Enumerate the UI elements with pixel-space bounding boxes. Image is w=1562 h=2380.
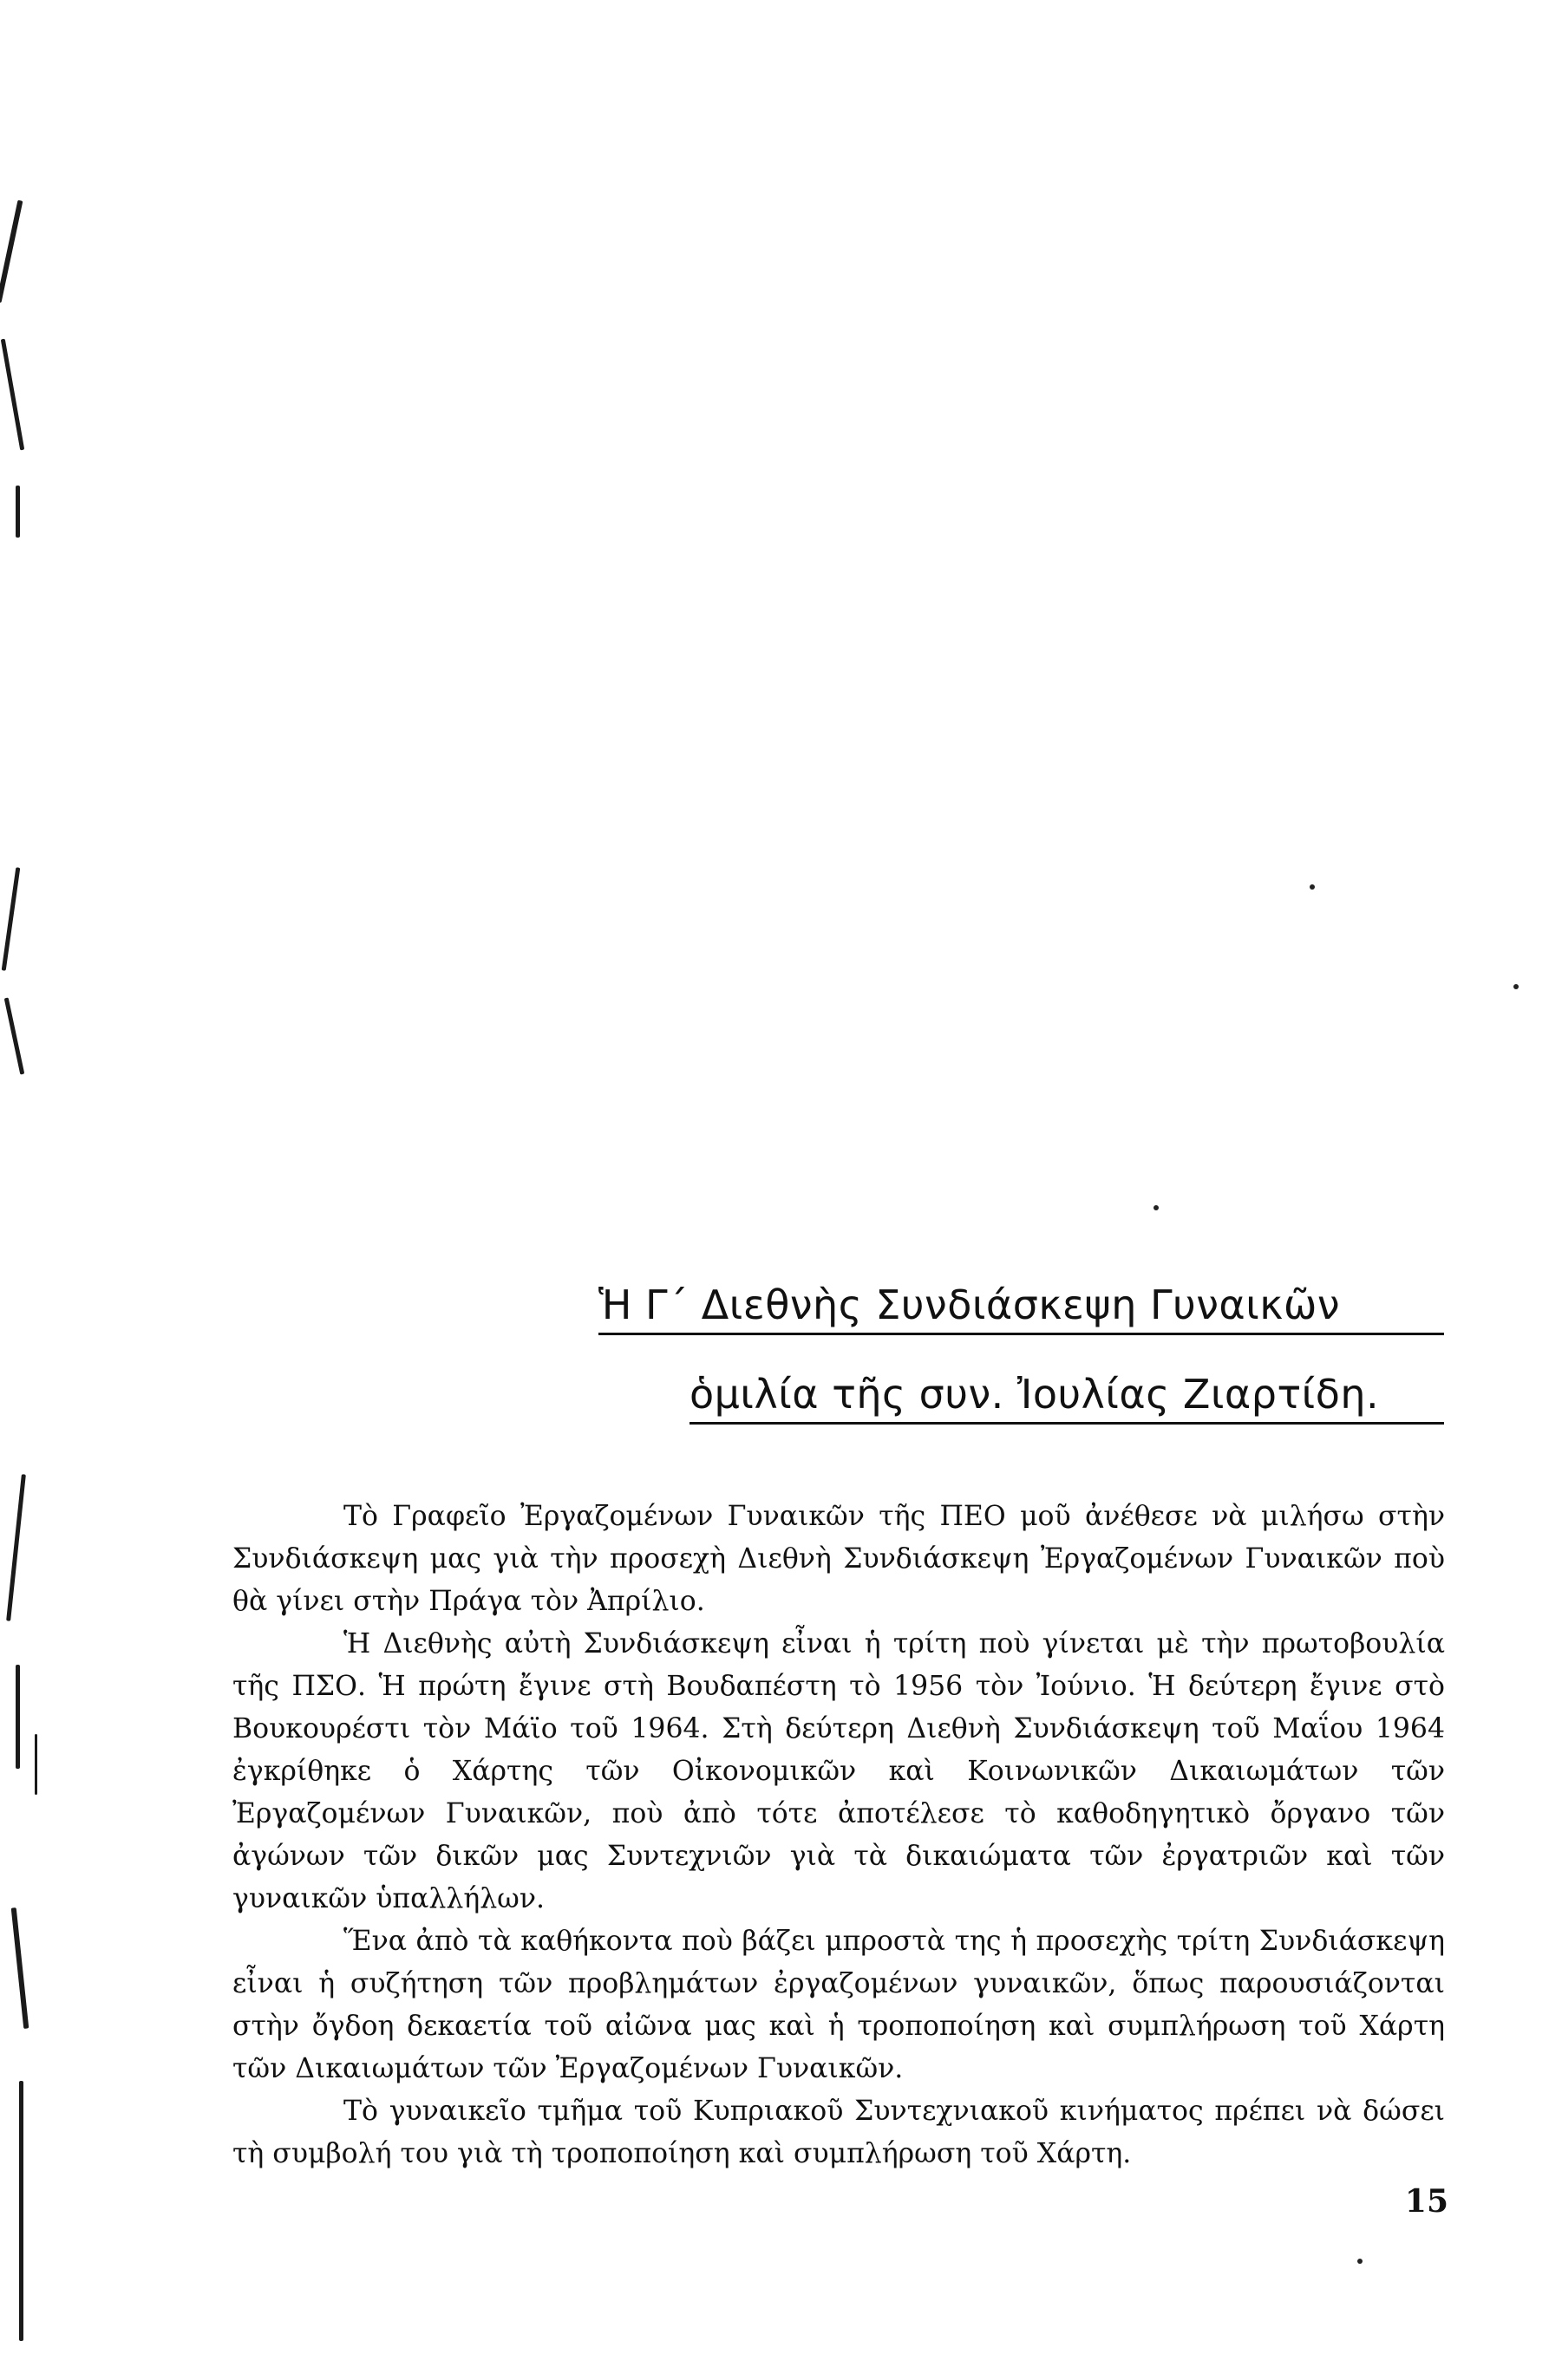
paragraph: Τὸ γυναικεῖο τμῆμα τοῦ Κυπριακοῦ Συντεχνιακοῦ κινήματος πρέπει νὰ δώσει τὴ συμβολή του γιὰ τὴ τροποποίηση καὶ συμπλήρωση τοῦ Χάρτη. — [232, 2096, 1445, 2169]
page-number: 15 — [1404, 2183, 1448, 2220]
paragraph: Ἕνα ἀπὸ τὰ καθήκοντα ποὺ βάζει μπροστὰ της ἡ προσεχὴς τρίτη Συνδιάσκεψη εἶναι ἡ συζήτηση τῶν προβλημάτων ἐργαζομένων γυναικῶν, ὅπως παρουσιάζονται στὴν ὄγδοη δεκαετία τοῦ αἰῶνα μας καὶ ἡ τροποποίηση καὶ συμπλήρωση τοῦ Χάρτη τῶν Δικαιωμάτων τῶν Ἐργαζομένων Γυναικῶν. — [232, 1926, 1445, 2084]
article-title — [598, 1279, 1444, 1425]
title-line-conference: Ἡ Γ΄ Διεθνὴς Συνδιάσκεψη Γυναικῶν — [598, 1279, 1444, 1335]
title-line-speaker: ὁμιλία τῆς συν. Ἰουλίας Ζιαρτίδη. — [690, 1368, 1444, 1425]
paragraph: Ἡ Διεθνὴς αὐτὴ Συνδιάσκεψη εἶναι ἡ τρίτη ποὺ γίνεται μὲ τὴν πρωτοβουλία τῆς ΠΣΟ. Ἡ πρώτη ἔγινε στὴ Βουδαπέστη τὸ 1956 τὸν Ἰούνιο. Ἡ δεύτερη ἔγινε στὸ Βουκουρέστι τὸν Μάϊο τοῦ 1964. Στὴ δεύτερη Διεθνὴ Συνδιάσκεψη τοῦ Μαΐου 1964 ἐγκρίθηκε ὁ Χάρτης τῶν Οἰκονομικῶν καὶ Κοινωνικῶν Δικαιωμάτων τῶν Ἐργαζομένων Γυναικῶν, ποὺ ἀπὸ τότε ἀποτέλεσε τὸ καθοδηγητικὸ ὄργανο τῶν ἀγώνων τῶν δικῶν μας Συντεχνιῶν γιὰ τὰ δικαιώματα τῶν ἐργατριῶν καὶ τῶν γυναικῶν ὑπαλλήλων. — [232, 1628, 1445, 1914]
article-body — [232, 1496, 1445, 2175]
paragraph: Τὸ Γραφεῖο Ἐργαζομένων Γυναικῶν τῆς ΠΕΟ μοῦ ἀνέθεσε νὰ μιλήσω στὴν Συνδιάσκεψη μας γιὰ τὴν προσεχὴ Διεθνὴ Συνδιάσκεψη Ἐργαζομένων Γυναικῶν ποὺ θὰ γίνει στὴν Πράγα τὸν Ἀπρίλιο. — [232, 1501, 1445, 1617]
